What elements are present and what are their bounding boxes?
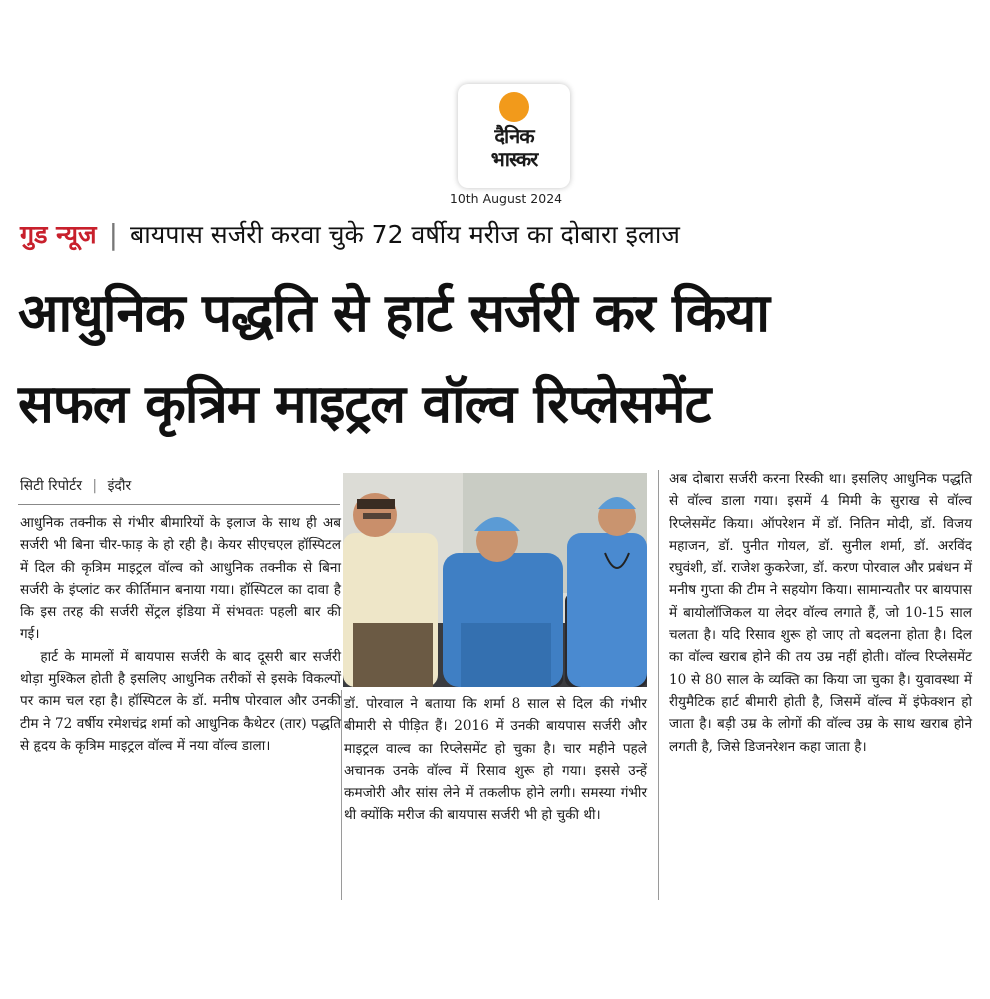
- publication-date: 10th August 2024: [449, 191, 563, 206]
- byline-divider: [18, 504, 340, 505]
- logo-text-line2: भास्कर: [490, 147, 538, 171]
- column-divider-left: [341, 690, 342, 900]
- column-divider-right: [658, 470, 659, 900]
- article-column-middle: [344, 693, 647, 827]
- headline-line2: सफल कृत्रिम माइट्रल वॉल्व रिप्लेसमेंट: [18, 374, 711, 435]
- byline-city: इंदौर: [107, 478, 132, 494]
- article-column-left: [20, 512, 341, 757]
- paragraph: हार्ट के मामलों में बायपास सर्जरी के बाद दूसरी बार सर्जरी थोड़ा मुश्किल होती है इसलिए आधुनिक तरीकों से इसके विकल्पों पर काम चल रहा है। हॉस्पिटल के डॉ. मनीष पोरवाल और उनकी टीम ने 72 वर्षीय रमेशचंद्र शर्मा को आधुनिक कैथेटर (तार) पद्धति से हृदय के कृत्रिम माइट्रल वॉल्व में नया वॉल्व डाला।: [20, 648, 341, 754]
- logo-text-line1: दैनिक: [494, 124, 534, 148]
- kicker-separator: |: [108, 217, 119, 251]
- article-column-right: [669, 468, 972, 758]
- kicker-text: बायपास सर्जरी करवा चुके 72 वर्षीय मरीज का दोबारा इलाज: [130, 220, 680, 249]
- paragraph: आधुनिक तक्नीक से गंभीर बीमारियों के इलाज के साथ ही अब सर्जरी भी बिना चीर-फाड़ के हो रही है। केयर सीएचएल हॉस्पिटल में दिल की कृत्रिम माइट्रल वॉल्व को आधुनिक तक्नीक से बिना सर्जरी के इंप्लांट कर कीर्तिमान बनाया गया। हॉस्पिटल का दावा है कि इस तरह की सर्जरी सेंट्रल इंडिया में संभवतः पहली बार की गई।: [20, 515, 341, 643]
- byline: [20, 476, 340, 500]
- byline-separator: |: [92, 478, 98, 494]
- byline-reporter: सिटी रिपोर्टर: [20, 478, 82, 494]
- article-photo: [343, 473, 647, 687]
- kicker-tag: गुड न्यूज: [20, 220, 97, 249]
- paragraph: डॉ. पोरवाल ने बताया कि शर्मा 8 साल से दिल की गंभीर बीमारी से पीड़ित हैं। 2016 में उनकी बायपास सर्जरी और माइट्रल वाल्व का रिप्लेसमेंट हो चुका है। चार महीने पहले अचानक उनके वॉल्व में रिसाव शुरू हो गया। इससे उन्हें कमजोरी और सांस लेने में तकलीफ होने लगी। समस्या गंभीर थी क्योंकि मरीज की बायपास सर्जरी भी हो चुकी थी।: [344, 696, 647, 824]
- headline-line1: आधुनिक पद्धति से हार्ट सर्जरी कर किया: [18, 283, 769, 344]
- sun-logo-icon: [499, 92, 529, 122]
- paragraph: अब दोबारा सर्जरी करना रिस्की था। इसलिए आधुनिक पद्धति से वॉल्व डाला गया। इसमें 4 मिमी के सुराख से वॉल्व रिप्लेसमेंट किया। ऑपरेशन में डॉ. नितिन मोदी, डॉ. विजय महाजन, डॉ. पुनीत गोयल, डॉ. सुनील शर्मा, डॉ. अरविंद रघुवंशी, डॉ. राजेश कुकरेजा, डॉ. करण पोरवाल और प्रबंधन में मनीष गुप्ता की टीम ने सहयोग किया। सामान्यतौर पर बायपास में बायोलॉजिकल या लेदर वॉल्व लगाते हैं, जो 10-15 साल चलता है। यदि रिसाव शुरू हो जाए तो बदलना होता है। दिल का वॉल्व खराब होने की तय उम्र नहीं होती। वॉल्व रिप्लेसमेंट 10 से 80 साल के व्यक्ति का किया जा चुका है। युवावस्था में रीयुमैटिक हार्ट बीमारी होती है, जिसमें वॉल्व में इंफेक्शन हो जाता है। बड़ी उम्र के लोगों की वॉल्व उम्र के साथ खराब होने लगती है, जिसे डिजनरेशन कहा जाता है।: [669, 471, 972, 755]
- kicker: [20, 214, 980, 254]
